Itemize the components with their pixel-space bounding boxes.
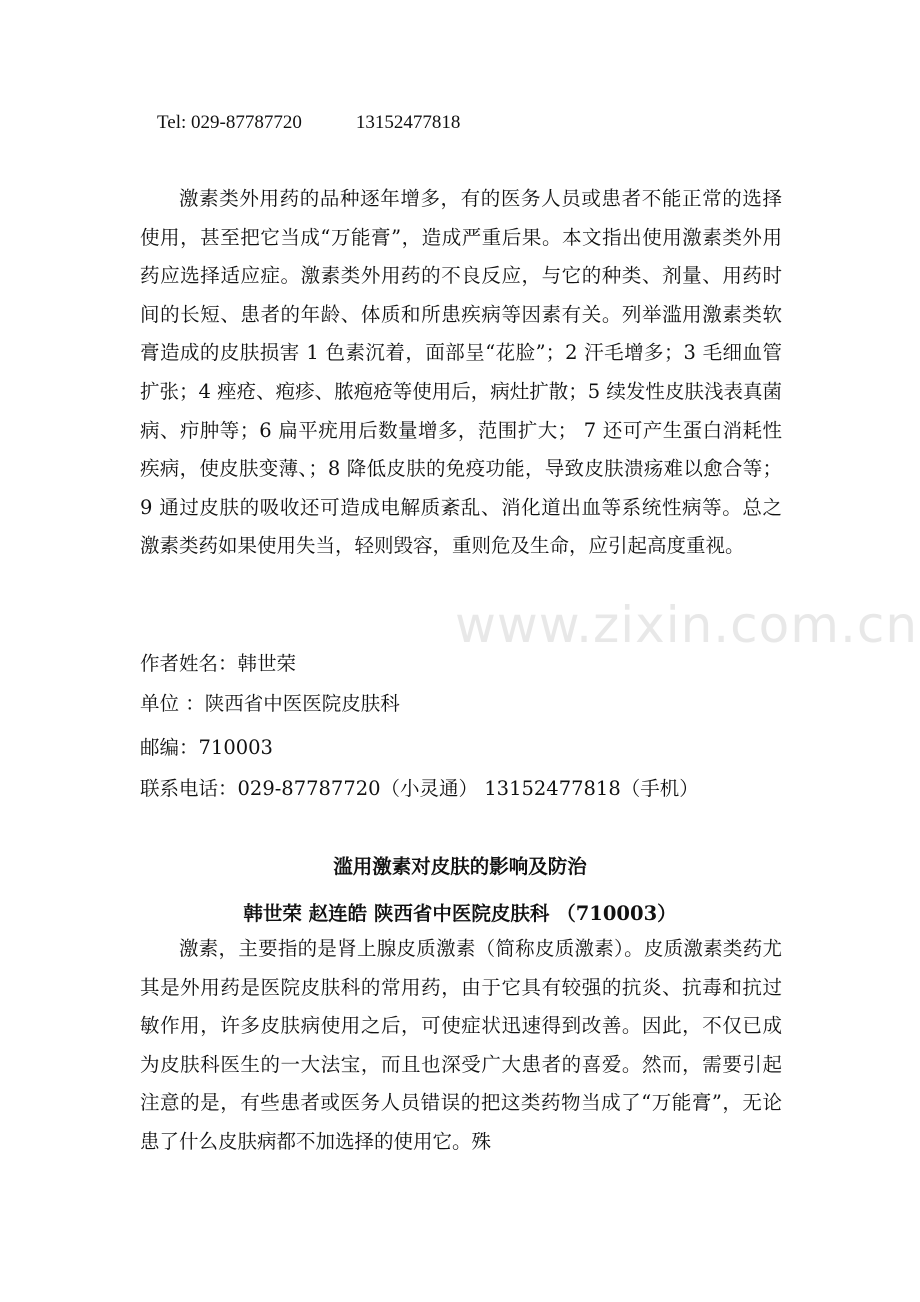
tel-line xyxy=(157,112,460,134)
contact-phone-line: 联系电话：029-87787720（小灵通） 13152477818（手机） xyxy=(140,777,699,800)
author-name-line: 作者姓名：韩世荣 xyxy=(140,652,297,675)
postcode-line: 邮编：710003 xyxy=(140,736,273,759)
author-unit-line: 单位 ：陕西省中医医院皮肤科 xyxy=(140,692,400,715)
abstract-paragraph: 激素类外用药的品种逐年增多，有的医务人员或患者不能正常的选择使用，甚至把它当成“万能膏”，造成严重后果。本文指出使用激素类外用药应选择适应症。激素类外用药的不良反应，与它的种类、剂量、用药时间的长短、患者的年龄、体质和所患疾病等因素有关。列举滥用激素类软膏造成的皮肤损害 1 色素沉着，面部呈“花脸”；2 汗毛增多；3 毛细血管扩张；4 痤疮、疱疹、脓疱疮等使用后，病灶扩散；5 续发性皮肤浅表真菌病、疖肿等；6 扁平疣用后数量增多，范围扩大； 7 还可产生蛋白消耗性疾病，使皮肤变薄、；8 降低皮肤的免疫功能，导致皮肤溃疡难以愈合等；9 通过皮肤的吸收还可造成电解质紊乱、消化道出血等系统性病等。总之激素类药如果使用失当，轻则毁容，重则危及生命，应引起高度重视。 xyxy=(140,187,782,558)
tel-number: Tel: 029-87787720 xyxy=(157,112,302,133)
article-byline: 韩世荣 赵连皓 陕西省中医院皮肤科 （710003） xyxy=(243,902,677,925)
site-watermark: www.zixin.com.cn xyxy=(455,596,919,654)
article-title: 滥用激素对皮肤的影响及防治 xyxy=(333,855,587,878)
article-body-paragraph: 激素，主要指的是肾上腺皮质激素（简称皮质激素）。皮质激素类药尤其是外用药是医院皮肤科的常用药，由于它具有较强的抗炎、抗毒和抗过敏作用，许多皮肤病使用之后，可使症状迅速得到改善。因此，不仅已成为皮肤科医生的一大法宝，而且也深受广大患者的喜爱。然而，需要引起注意的是，有些患者或医务人员错误的把这类药物当成了“万能膏”，无论患了什么皮肤病都不加选择的使用它。殊 xyxy=(140,937,782,1153)
mobile-number: 13152477818 xyxy=(355,112,461,133)
